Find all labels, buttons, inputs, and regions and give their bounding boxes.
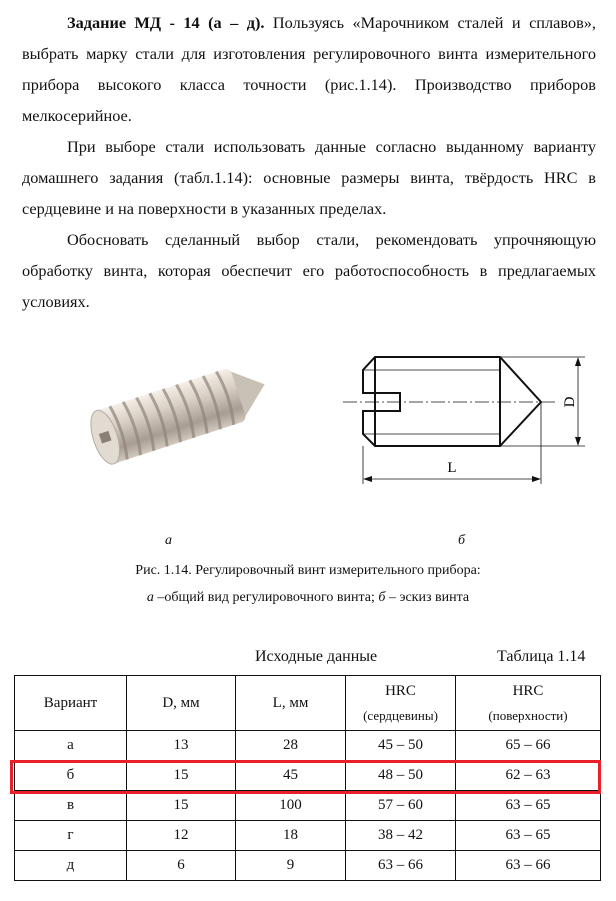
header-cell: Вариант [15, 676, 127, 731]
arrow-icon [575, 357, 581, 366]
cell: 38 – 42 [346, 821, 456, 851]
task-text: Пользуясь «Марочником сталей и сплавов», выбрать марку стали для изготовления регулировочного винта измерительного прибора высокого класса точности (рис.1.14). Производство приборов мелкосерийное. [22, 13, 596, 125]
cell: 18 [236, 821, 346, 851]
cell: 28 [236, 731, 346, 761]
highlight-box [10, 760, 601, 794]
table-row [15, 851, 601, 881]
cell: 63 – 65 [456, 821, 601, 851]
cell: д [15, 851, 127, 881]
dimension-l-label: L [447, 460, 457, 476]
caption-a: а [146, 590, 154, 605]
cell: 45 [236, 761, 346, 791]
task-paragraph-3: Обосновать сделанный выбор стали, рекомендовать упрочняющую обработку винта, которая обеспечит его работоспособность в предлагаемых условиях. [22, 230, 596, 311]
table-number: Таблица 1.14 [497, 648, 586, 665]
cell: б [15, 761, 127, 791]
caption-b: б [378, 590, 386, 605]
header-cell: L, мм [236, 676, 346, 731]
cell: 100 [236, 791, 346, 821]
figure-label-b: б [458, 533, 466, 548]
table-row [15, 821, 601, 851]
cell: в [15, 791, 127, 821]
cell: 15 [127, 761, 236, 791]
header-cell [456, 676, 601, 731]
cell: 63 – 66 [346, 851, 456, 881]
header-subtext: (поверхности) [488, 707, 568, 723]
cell: г [15, 821, 127, 851]
caption-a-text: –общий вид регулировочного винта; [153, 590, 379, 605]
cell: 57 – 60 [346, 791, 456, 821]
figure-label-a: а [165, 533, 172, 548]
table-header-row [15, 676, 601, 731]
cell: 13 [127, 731, 236, 761]
caption-b-text: – эскиз винта [385, 590, 470, 605]
header-text: HRC [385, 682, 416, 699]
dimension-d-label: D [562, 396, 578, 408]
cell: 63 – 65 [456, 791, 601, 821]
task-paragraph-2: При выборе стали использовать данные согласно выданному варианту домашнего задания (табл.1.14): основные размеры винта, твёрдость HRC в сердцевине и на поверхности в указанных пределах. [22, 137, 596, 218]
arrow-icon [363, 476, 372, 482]
table-title: Исходные данные [255, 648, 378, 665]
header-cell: D, мм [127, 676, 236, 731]
cell: а [15, 731, 127, 761]
header-cell [346, 676, 456, 731]
task-title: Задание МД - 14 (а – д). [67, 13, 265, 32]
cell: 62 – 63 [456, 761, 601, 791]
cell: 65 – 66 [456, 731, 601, 761]
figure-caption-line2 [0, 590, 616, 606]
cell: 15 [127, 791, 236, 821]
header-subtext: (сердцевины) [363, 707, 438, 723]
cell: 9 [236, 851, 346, 881]
cell: 45 – 50 [346, 731, 456, 761]
arrow-icon [575, 437, 581, 446]
cell: 12 [127, 821, 236, 851]
cell: 63 – 66 [456, 851, 601, 881]
figure-caption-line1: Рис. 1.14. Регулировочный винт измерительного прибора: [135, 563, 481, 578]
table-row [15, 731, 601, 761]
cell: 48 – 50 [346, 761, 456, 791]
header-text: HRC [512, 682, 544, 699]
table-row [15, 791, 601, 821]
arrow-icon [532, 476, 541, 482]
cell: 6 [127, 851, 236, 881]
